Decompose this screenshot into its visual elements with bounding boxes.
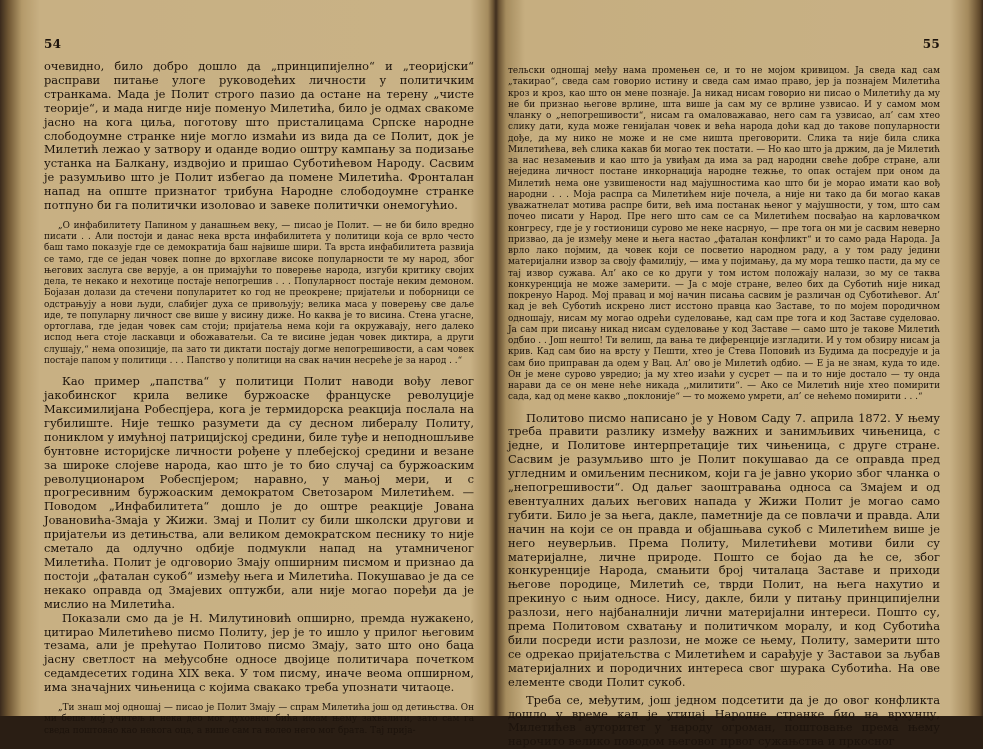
right-page: [508, 0, 940, 749]
left-page-body: [44, 60, 474, 737]
left-quote-1: „О инфабилитету Папином у данашњем веку, — писао је Полит. — не би било вредно писати . . Али постоји и данас нека врста инфабилитета у политици која се врло често баш тамо показује где се демократија баш највише шири. Та врста инфабилитета развија се тамо, где се један човек попне до врхоглаве високе популарности те му народ, због његових заслуга све верује, а он примајући то поверење народа, изгуби критику својих дела, те некако и нехотице постаје непогрешив . . . Популарност постаје неким демоном. Бојазан долази да стечени популаритет ко год не преокрене; пријатељи и поборници се одстрањују а нови људи, слабијег духа се привољују; велика маса у поверењу све даље иде, те популарну личност све више у висину диже. Но каква је то висина. Стена угасне, ортоглава, где један човек сам стоји; пријатеља нема који га окружавају, него далеко испод њега стоје ласкавци и обожаватељи. Са те висине један човек диктира, а други слушају,“ нема опозиције, па зато ти диктати постају догме непогрешивости, а сам човек постаје папом у политици . . . Папство у политици на свак начин несреће је за народ . .“: [44, 220, 474, 366]
right-quote-1: тельски однoшај међу нама промењен се, и то не мојом кривицом. Ја сведа кад сам „такирао“, сведа сам говорио истину и сведа сам имао право, јер ја познајем Милетића кроз и кроз, као што он мене познаје. Ја никад нисам говорио ни писао о Милетићу да му не би признао његове врлине, шта више ја сам му се врлине узвисао. И у самом мом чланку о „непогрешивости“, нисам га омаловажавао, него сам га узвисао, ал’ сам хтео слику дати, куда може генијалан човек и већа народа доћи кад до такове популарности дође, да му нико не може и не сме ништа преговорити. Слика та није била слика Милетићева, већ слика какав би могао тек постати. — Но као што ја држим, да је Милетић за нас незамењив и као што ја увиђам да има за рад народни свеће добре стране, али неједина личност постане инкорнација народне тежње, то опак остајем при оном да Милетић нема оне узвишености над мајушностима као што би је морао имати као вођ народни . . . Моја распра са Милетићем није почела, а није ни тако да би могао какав уважатнелат мотива распре бити, већ има постанак њеног у мајушности, у том, што сам почео писати у Народ. Пре него што сам се са Милетићем посвађао на карловачком конгресу, где је у гостионици сурово ме неке насрнуо, — пре тога он ми је сасвим неверно призвао, да је између мене и њега настао „фаталан конфликт“ и то само рада Народа. Ја врло лако појмим, да човек који се посветио народном раду, а у том раду једини материјални извор за своју фамилију, — има у појимању, да му мора тешко пасти, да му се тај извор сужава. Ал’ ако се ко други у том истом положају налази, зо му се таква конкуренција не може замерити. — Ја с моје стране, велео бих да Суботић није никад покренуо Народ. Мој правац и мој начин писања сасвим је различан од Суботићевог. Ал’ кад је већ Суботић искрено лист исстоно правца као Заставе, то по мојем породичном однoшају, нисам му могао одрећи суделовање, кад сам пре тога и код Заставе суделовао. Ја сам при писању никад нисам суделовање у код Заставе — само што је такове Милетић одбио . . Још нешто! Ти велиш, да вања те диференције изгладити. И у том обзиру нисам ја крив. Кад сам био на врсту у Пешти, хтео је Стева Поповић из Будима да посредује и ја сам био приправан да одем у Вац. Ал’ ово је Милетић одбио. — Е ја не знам, куда то иде. Он је мене сурово увредио; ја му хтео изаћи у сусрет — па и то није досталo — ту онда нарави да се он мене неће никада ,,милитити“. — Ако се Милетић није хтео помирити сада, кад од мене какво „поклоније“ — то можемо умрети, ал’ се нећемо помирити . . .“: [508, 66, 940, 403]
left-paragraph-2: Као пример „папства“ у политици Полит наводи вођу левог јакобинског крила велике буржоаске француске револуције Максимилијана Робеспјера, кога је термидорска реакција послала на губилиште. Није тешко разумети да су десном либералу Политу, пониклом у имућној патрицијској средини, биле туђе и неподношљиве бунтовне историјске личности рођене у плебејској средини и везане за широке слојеве народа, као што је то био случај са буржоаским револуционаром Робеспјером; наравно, у мањој мери, и с прогресивним буржоаским демократом Светозаром Милетићем. — Поводом „Инфабилитета“ дошло је до оштре реакције Јована Јовановића-Змаја у Жижи. Змај и Полит су били школски другови и пријатељи из детињства, али великом демократском песнику то није сметало да одлучно одбије подмукли напад на утамниченог Милетића. Полит је одговорио Змају опширним писмом и признао да постоји „фаталан сукоб“ између њега и Милетића. Покушавао је да се некако оправда од Змајевих оптужби, али није могао поређи да је мислио на Милетића.: [44, 374, 474, 611]
left-paragraph-1: очевидно, било добро дошло да „принципијелно“ и „теоријски“ расправи питање улоге руководећих личности у политичким странкама. Мада је Полит строго пазио да остане на терену „чисте теорије“, и мада нигде није поменуо Милетића, било је одмах свакоме јасно на кога циља, поготову што присталицама Српске народне слободоумне странке није могло измаћи из вида да се Полит, док је Милетић лежао у затвору и оданде водио оштру кампању за подизање устанка на Балкану, издвојио и пришао Суботићевом Народу. Сасвим је разумљиво што је Полит избегао да помене Милетића. Фронталан напад на опште признатог трибуна Народне слободоумне странке потпуно би га политички изоловао и завеке политички онемогућио.: [44, 59, 474, 213]
page-number-right: 55: [922, 37, 940, 51]
left-quote-2: „Ти знаш мој однoшај — писао је Полит Змају — спрам Милетића још од детињства. Он ми беше мој учитељ и нека део мог духовног бића имам њему захвалити, зато сам га сведа поштовао као некогa оца, а више сам га волео него мог брата. Тај прија-: [44, 703, 474, 736]
left-page: [44, 0, 474, 736]
left-paragraph-3: Показали смо да је Н. Милутиновић опширно, премда нужакено, цитирао Милетићево писмо Политу, јер је то ишло у прилог његовим тезама, али је прећутао Политово писмо Змају, зато што оно баца јасну светлост на међусобне односе двојице политичара почетком седамдесетих година XIX века. У том писму, иначе веома опширном, има значајних чињеница с којима свакако треба упознати читаоце.: [44, 610, 474, 695]
right-paragraph-1: Политово писмо написано је у Новом Саду 7. априла 1872. У њему треба правити разлику између важних и занимљивих чињеница, с једне, и Политове интерпретације тих чињеница, с друге стране. Сасвим је разумљиво што је Полит покушавао да се оправда пред угледним и омиљеним песником, који га је јавно укорио због чланка о „непогрешивости“. Од даљег заоштравања односа са Змајем и од евентуалних даљих његових напада у Жижи Полит је могао само губити. Било је за њега, дакле, паметније да се повлачи и правда. Али начин на који се он правда и објашњава сукоб с Милетићем више је него неуверљив. Према Политу, Милетићеви мотиви били су материјалне, личне природе. Пошто се бојао да ће се, због конкуренције Народа, смањити број читалаца Заставе и приходи његове породице, Милетић се, тврди Полит, на њега нахутио и прекинуо с њим односе. Нису, дакле, били у питању принципијелни разлози, него најбаналнији лични материјални интереси. Пошто су, према Политовом схватању и политичком моралу, и код Суботића били посреди исти разлози, не може се њему, Политу, замерити што се одрекао пријатељства с Милетићем и сарађује у Заставои за љубав материјалних и породичних интереса свог шурака Суботића. На ове елементе своди Полит сукоб.: [508, 410, 940, 689]
page-number-left: 54: [44, 37, 62, 51]
right-page-body: [508, 66, 940, 749]
right-paragraph-2: Треба се, међутим, још једном подсетити да је до овог конфликта дошло у време кад је утицај Народне странке био на врхунцу, Милетићев ауторитет у народу огроман, поштовање према њему нарочито велико поводом његовог првог сужањства и пркосног: [508, 692, 940, 749]
